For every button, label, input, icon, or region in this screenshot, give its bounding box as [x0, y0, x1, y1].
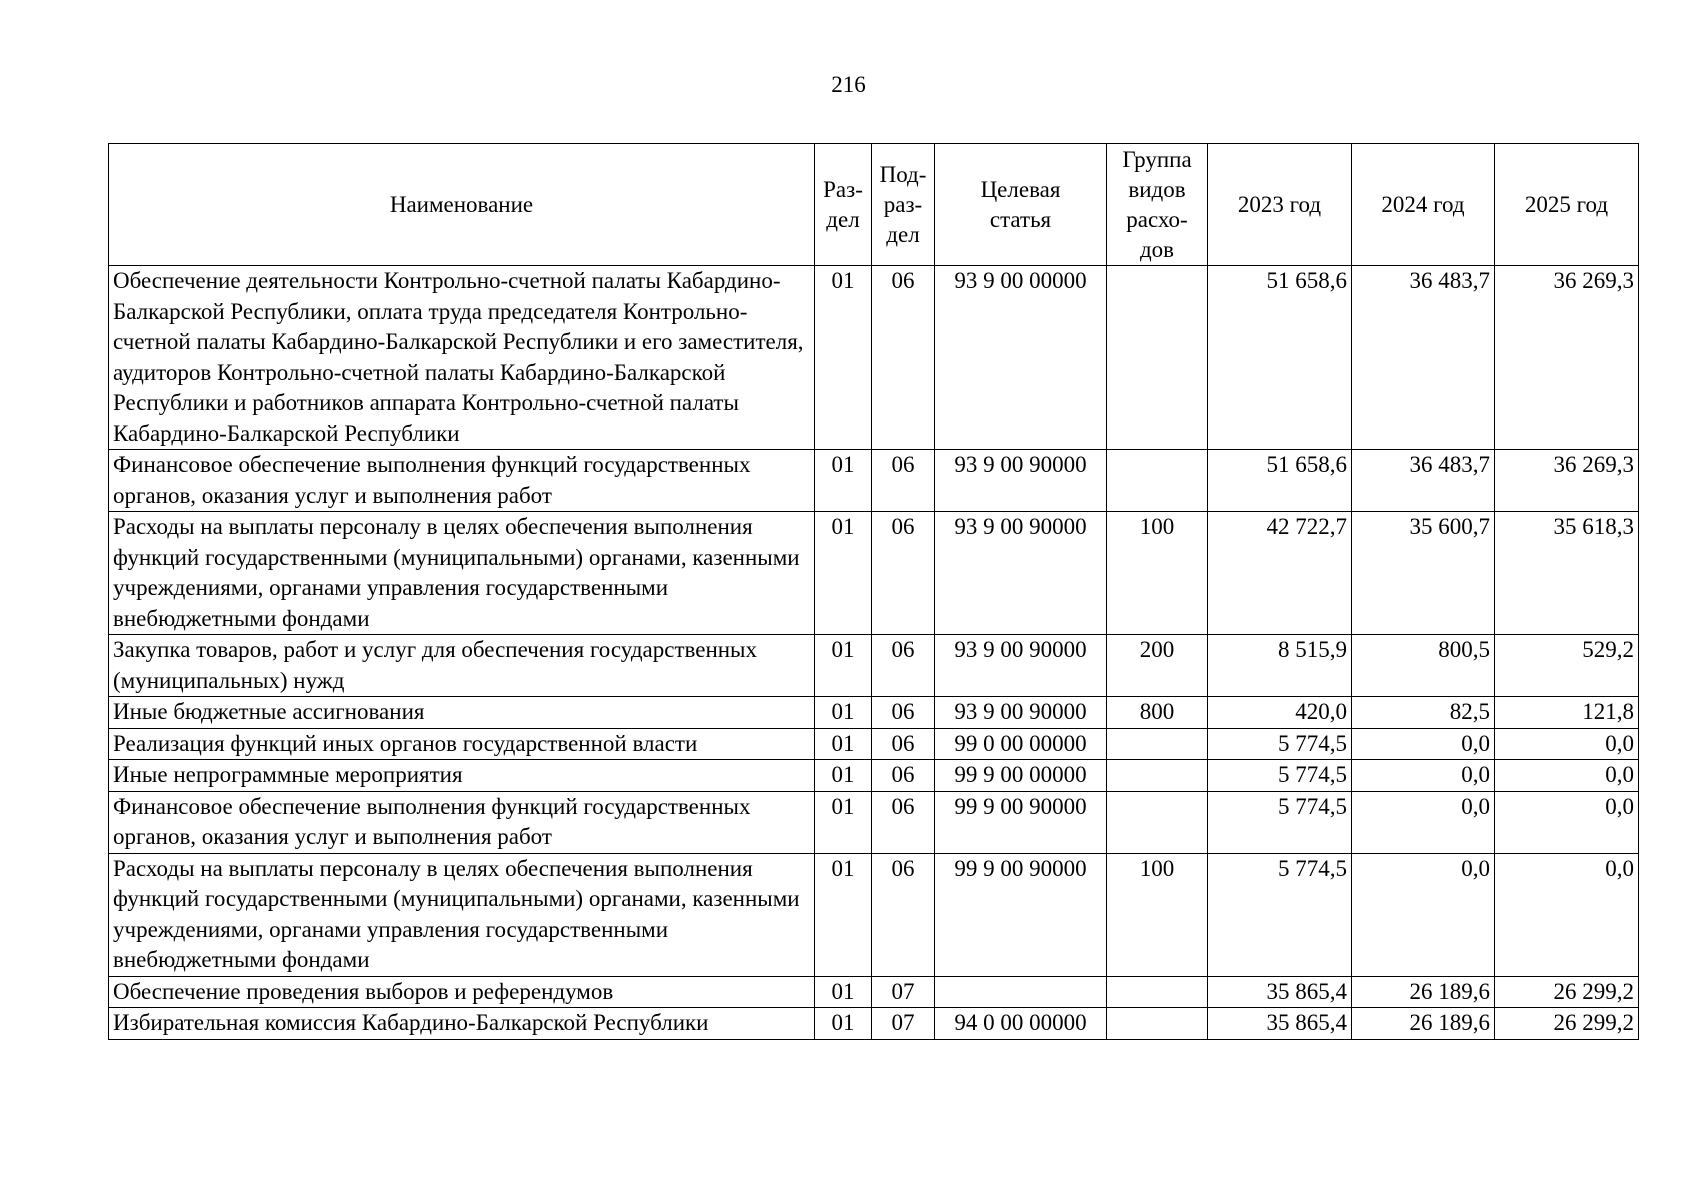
cell-2025: 121,8	[1495, 697, 1639, 729]
cell-name: Иные непрограммные мероприятия	[109, 760, 815, 792]
cell-2025: 36 269,3	[1495, 266, 1639, 450]
cell-subsection: 06	[872, 728, 935, 760]
cell-2023: 5 774,5	[1208, 791, 1352, 853]
cell-section: 01	[815, 697, 872, 729]
cell-2024: 36 483,7	[1352, 450, 1495, 512]
cell-group	[1107, 1008, 1208, 1040]
cell-group	[1107, 450, 1208, 512]
table-row	[109, 697, 1639, 729]
table-header-row	[109, 144, 1639, 266]
cell-2025: 0,0	[1495, 760, 1639, 792]
column-header-2023: 2023 год	[1208, 144, 1352, 266]
cell-2025: 36 269,3	[1495, 450, 1639, 512]
table-row	[109, 512, 1639, 635]
cell-2023: 5 774,5	[1208, 853, 1352, 976]
cell-2023: 42 722,7	[1208, 512, 1352, 635]
cell-2023: 5 774,5	[1208, 760, 1352, 792]
cell-name: Избирательная комиссия Кабардино-Балкарской Республики	[109, 1008, 815, 1040]
cell-target: 93 9 00 00000	[935, 266, 1107, 450]
cell-group	[1107, 266, 1208, 450]
cell-name: Расходы на выплаты персоналу в целях обеспечения выполнения функций государственными (муниципальными) органами, казенными учреждениями, органами управления государственными внебюджетными фондами	[109, 512, 815, 635]
cell-name: Финансовое обеспечение выполнения функций государственных органов, оказания услуг и выполнения работ	[109, 791, 815, 853]
cell-section: 01	[815, 853, 872, 976]
cell-2024: 0,0	[1352, 760, 1495, 792]
cell-2023: 8 515,9	[1208, 635, 1352, 697]
column-header-target: Целевая статья	[935, 144, 1107, 266]
column-header-section: Раз- дел	[815, 144, 872, 266]
cell-subsection: 06	[872, 450, 935, 512]
cell-2024: 0,0	[1352, 728, 1495, 760]
cell-2025: 0,0	[1495, 791, 1639, 853]
column-header-2024: 2024 год	[1352, 144, 1495, 266]
cell-subsection: 06	[872, 635, 935, 697]
cell-subsection: 07	[872, 976, 935, 1008]
cell-target: 93 9 00 90000	[935, 512, 1107, 635]
cell-2024: 26 189,6	[1352, 1008, 1495, 1040]
cell-section: 01	[815, 450, 872, 512]
table-body	[109, 266, 1639, 1040]
cell-section: 01	[815, 976, 872, 1008]
cell-name: Расходы на выплаты персоналу в целях обеспечения выполнения функций государственными (муниципальными) органами, казенными учреждениями, органами управления государственными внебюджетными фондами	[109, 853, 815, 976]
cell-group: 100	[1107, 853, 1208, 976]
cell-2024: 0,0	[1352, 853, 1495, 976]
cell-section: 01	[815, 1008, 872, 1040]
cell-2024: 0,0	[1352, 791, 1495, 853]
cell-subsection: 06	[872, 791, 935, 853]
cell-2025: 35 618,3	[1495, 512, 1639, 635]
cell-2024: 82,5	[1352, 697, 1495, 729]
column-header-subsection: Под- раз- дел	[872, 144, 935, 266]
cell-name: Обеспечение проведения выборов и референдумов	[109, 976, 815, 1008]
cell-name: Обеспечение деятельности Контрольно-счетной палаты Кабардино-Балкарской Республики, оплата труда председателя Контрольно-счетной палаты Кабардино-Балкарской Республики и его заместителя, аудиторов Контрольно-счетной палаты Кабардино-Балкарской Республики и работников аппарата Контрольно-счетной палаты Кабардино-Балкарской Республики	[109, 266, 815, 450]
cell-subsection: 06	[872, 760, 935, 792]
cell-2025: 0,0	[1495, 853, 1639, 976]
cell-2024: 36 483,7	[1352, 266, 1495, 450]
cell-section: 01	[815, 728, 872, 760]
cell-2025: 529,2	[1495, 635, 1639, 697]
cell-name: Закупка товаров, работ и услуг для обеспечения государственных (муниципальных) нужд	[109, 635, 815, 697]
cell-2023: 51 658,6	[1208, 266, 1352, 450]
cell-name: Реализация функций иных органов государственной власти	[109, 728, 815, 760]
cell-target: 93 9 00 90000	[935, 697, 1107, 729]
budget-table	[108, 143, 1639, 1040]
cell-2024: 35 600,7	[1352, 512, 1495, 635]
cell-subsection: 07	[872, 1008, 935, 1040]
table-row	[109, 1008, 1639, 1040]
cell-target: 99 9 00 90000	[935, 853, 1107, 976]
table-row	[109, 635, 1639, 697]
cell-2024: 800,5	[1352, 635, 1495, 697]
cell-group	[1107, 976, 1208, 1008]
cell-target	[935, 976, 1107, 1008]
column-header-2025: 2025 год	[1495, 144, 1639, 266]
cell-target: 99 0 00 00000	[935, 728, 1107, 760]
table-row	[109, 976, 1639, 1008]
cell-group	[1107, 760, 1208, 792]
cell-section: 01	[815, 635, 872, 697]
page-number: 216	[831, 72, 866, 97]
cell-2024: 26 189,6	[1352, 976, 1495, 1008]
cell-section: 01	[815, 760, 872, 792]
cell-target: 94 0 00 00000	[935, 1008, 1107, 1040]
cell-group: 200	[1107, 635, 1208, 697]
cell-group	[1107, 728, 1208, 760]
cell-name: Иные бюджетные ассигнования	[109, 697, 815, 729]
cell-2023: 420,0	[1208, 697, 1352, 729]
table-row	[109, 760, 1639, 792]
cell-2023: 35 865,4	[1208, 1008, 1352, 1040]
cell-target: 99 9 00 00000	[935, 760, 1107, 792]
table-row	[109, 853, 1639, 976]
cell-subsection: 06	[872, 512, 935, 635]
cell-name: Финансовое обеспечение выполнения функций государственных органов, оказания услуг и выполнения работ	[109, 450, 815, 512]
cell-2025: 26 299,2	[1495, 1008, 1639, 1040]
table-row	[109, 728, 1639, 760]
cell-target: 93 9 00 90000	[935, 635, 1107, 697]
column-header-name: Наименование	[109, 144, 815, 266]
cell-subsection: 06	[872, 697, 935, 729]
table-row	[109, 266, 1639, 450]
table-row	[109, 450, 1639, 512]
cell-2025: 26 299,2	[1495, 976, 1639, 1008]
cell-section: 01	[815, 791, 872, 853]
cell-2023: 51 658,6	[1208, 450, 1352, 512]
cell-group: 100	[1107, 512, 1208, 635]
cell-section: 01	[815, 266, 872, 450]
cell-subsection: 06	[872, 266, 935, 450]
table-row	[109, 791, 1639, 853]
cell-target: 99 9 00 90000	[935, 791, 1107, 853]
cell-group	[1107, 791, 1208, 853]
cell-group: 800	[1107, 697, 1208, 729]
cell-section: 01	[815, 512, 872, 635]
cell-2023: 5 774,5	[1208, 728, 1352, 760]
cell-target: 93 9 00 90000	[935, 450, 1107, 512]
cell-subsection: 06	[872, 853, 935, 976]
column-header-group: Группа видов расхо- дов	[1107, 144, 1208, 266]
cell-2023: 35 865,4	[1208, 976, 1352, 1008]
cell-2025: 0,0	[1495, 728, 1639, 760]
